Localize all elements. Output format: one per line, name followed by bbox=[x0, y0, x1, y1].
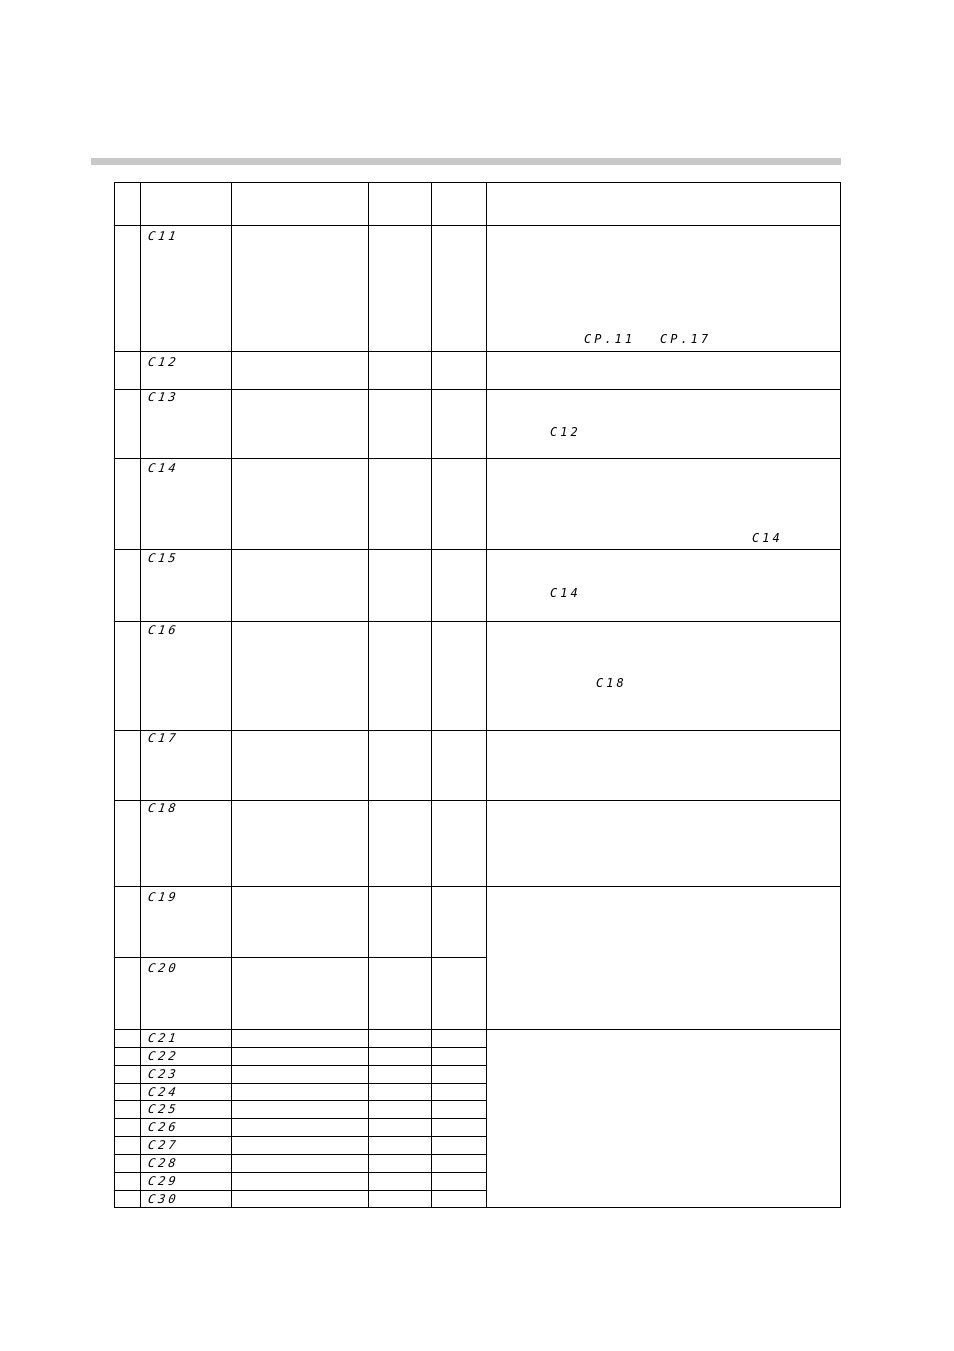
table-border-right bbox=[840, 182, 841, 1208]
table-border-top bbox=[114, 182, 841, 183]
row-divider bbox=[114, 1118, 487, 1119]
row-code-c13: C13 bbox=[147, 390, 180, 404]
table-border-bottom bbox=[114, 1207, 841, 1208]
col-divider bbox=[140, 182, 141, 1208]
ref-c12: C12 bbox=[550, 425, 581, 439]
ref-c14-a: C14 bbox=[752, 531, 783, 545]
row-divider bbox=[114, 886, 841, 887]
row-divider bbox=[114, 1172, 487, 1173]
row-divider bbox=[114, 351, 841, 352]
row-divider bbox=[114, 957, 487, 958]
row-code-c30: C30 bbox=[147, 1192, 180, 1206]
row-code-c27: C27 bbox=[147, 1138, 180, 1152]
row-code-c29: C29 bbox=[147, 1174, 180, 1188]
row-code-c22: C22 bbox=[147, 1049, 180, 1063]
ref-cp17: CP.17 bbox=[660, 332, 712, 346]
row-code-c18: C18 bbox=[147, 801, 180, 815]
row-code-c15: C15 bbox=[147, 551, 180, 565]
row-divider bbox=[114, 1029, 841, 1030]
row-divider bbox=[114, 389, 841, 390]
row-code-c26: C26 bbox=[147, 1120, 180, 1134]
ref-c18: C18 bbox=[596, 676, 627, 690]
table-border-left bbox=[114, 182, 115, 1208]
row-divider bbox=[114, 621, 841, 622]
row-code-c28: C28 bbox=[147, 1156, 180, 1170]
row-divider bbox=[114, 1136, 487, 1137]
row-code-c25: C25 bbox=[147, 1102, 180, 1116]
row-divider bbox=[114, 1047, 487, 1048]
row-code-c16: C16 bbox=[147, 623, 180, 637]
col-divider bbox=[231, 182, 232, 1208]
col-divider bbox=[368, 182, 369, 1208]
row-divider bbox=[114, 1190, 487, 1191]
col-divider bbox=[431, 182, 432, 1208]
ref-cp11: CP.11 bbox=[584, 332, 636, 346]
row-divider bbox=[114, 458, 841, 459]
row-code-c14: C14 bbox=[147, 461, 180, 475]
row-code-c21: C21 bbox=[147, 1031, 180, 1045]
row-divider bbox=[114, 1100, 487, 1101]
row-divider bbox=[114, 800, 841, 801]
row-divider bbox=[114, 730, 841, 731]
row-code-c19: C19 bbox=[147, 890, 180, 904]
row-divider bbox=[114, 1065, 487, 1066]
row-divider bbox=[114, 1154, 487, 1155]
row-divider bbox=[114, 1083, 487, 1084]
header-divider bbox=[114, 225, 841, 226]
col-divider bbox=[486, 182, 487, 1208]
row-code-c23: C23 bbox=[147, 1067, 180, 1081]
row-divider bbox=[114, 549, 841, 550]
row-code-c17: C17 bbox=[147, 731, 180, 745]
row-code-c12: C12 bbox=[147, 355, 180, 369]
row-code-c20: C20 bbox=[147, 961, 180, 975]
row-code-c24: C24 bbox=[147, 1085, 180, 1099]
ref-c14-b: C14 bbox=[550, 586, 581, 600]
row-code-c11: C11 bbox=[147, 229, 180, 243]
